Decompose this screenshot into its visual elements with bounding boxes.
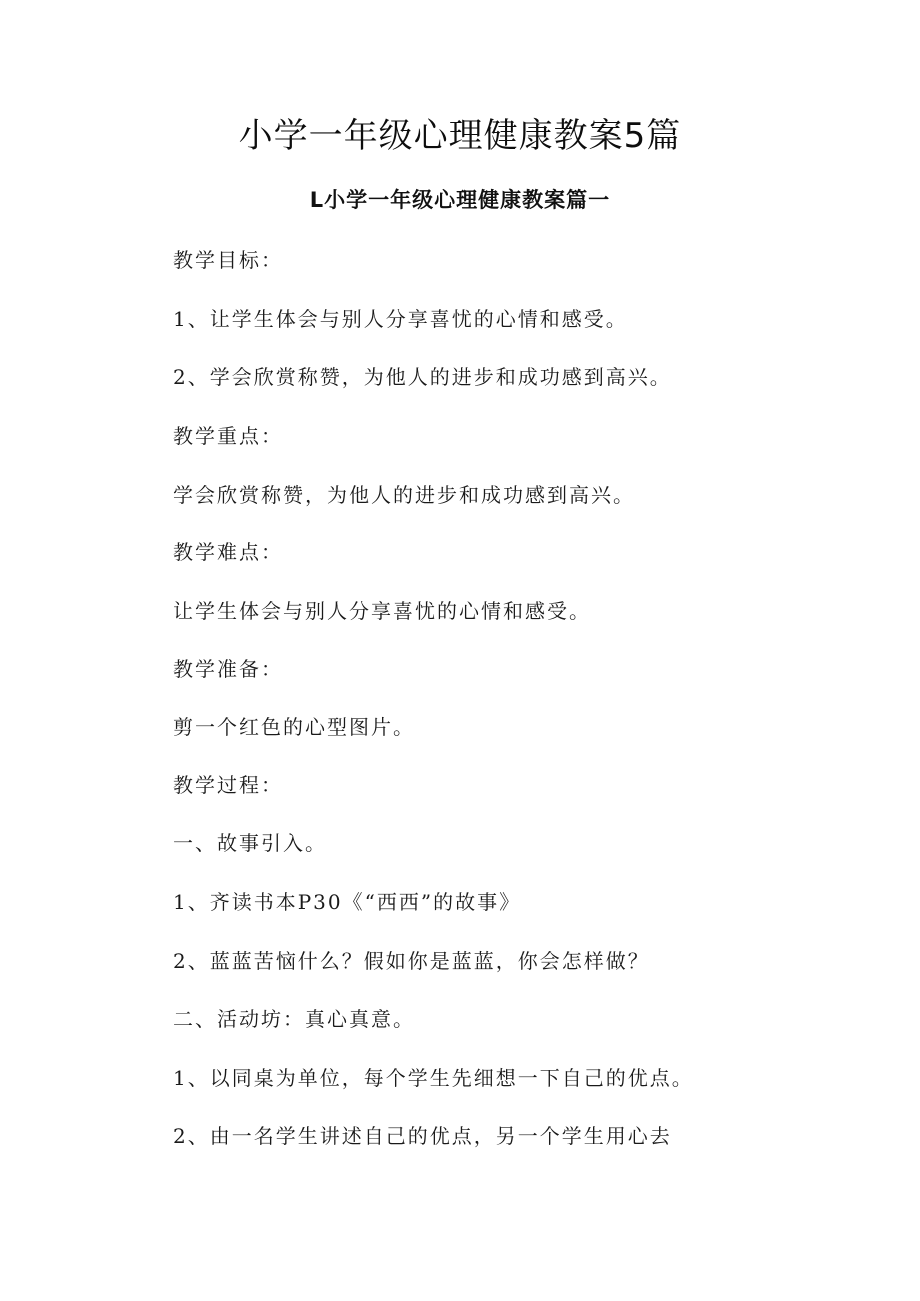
process-step-1-item-2: 2、蓝蓝苦恼什么？假如你是蓝蓝，你会怎样做？ [173,949,650,973]
process-step-1: 一、故事引入。 [173,831,327,855]
difficulty-text: 让学生体会与别人分享喜忧的心情和感受。 [173,599,591,623]
process-step-2: 二、活动坊：真心真意。 [173,1007,415,1031]
key-point-text: 学会欣赏称赞，为他人的进步和成功感到高兴。 [173,483,635,507]
goal-item-2: 2、学会欣赏称赞，为他人的进步和成功感到高兴。 [173,365,672,389]
preparation-text: 剪一个红色的心型图片。 [173,715,415,739]
process-step-2-item-2: 2、由一名学生讲述自己的优点，另一个学生用心去 [173,1124,672,1148]
goal-item-1: 1、让学生体会与别人分享喜忧的心情和感受。 [173,307,628,331]
heading-process: 教学过程： [173,773,283,797]
process-step-1-item-1: 1、齐读书本P30《“西西”的故事》 [173,890,522,914]
document-title: 小学一年级心理健康教案5篇 [238,116,682,156]
heading-difficulties: 教学难点： [173,540,283,564]
heading-key-points: 教学重点： [173,424,283,448]
heading-teaching-goals: 教学目标： [173,248,283,272]
heading-preparation: 教学准备： [173,657,283,681]
process-step-2-item-1: 1、以同桌为单位，每个学生先细想一下自己的优点。 [173,1066,694,1090]
section-heading: L小学一年级心理健康教案篇一 [309,188,611,212]
